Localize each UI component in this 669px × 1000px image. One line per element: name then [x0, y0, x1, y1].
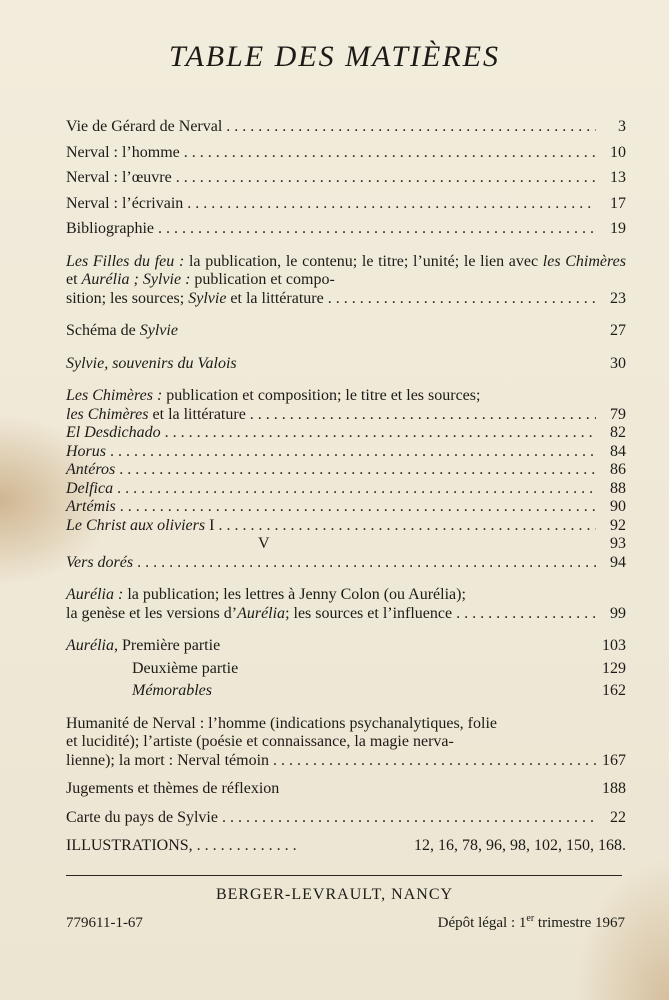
- toc-entry: [66, 220, 626, 239]
- dot-leader: [176, 169, 596, 188]
- entry-text: et la littérature: [148, 405, 246, 423]
- dot-leader: [222, 809, 596, 828]
- entry-italic: les Chimères: [542, 252, 626, 270]
- entry-page: 88: [610, 479, 626, 497]
- entry-text: , Première partie: [114, 637, 221, 654]
- toc-entry-filles-du-feu: [66, 253, 626, 309]
- dot-leader: [197, 837, 297, 856]
- entry-text: ILLUSTRATIONS,: [66, 837, 193, 854]
- entry-text: Carte du pays de Sylvie: [66, 808, 218, 826]
- entry-page: 17: [610, 194, 626, 212]
- entry-page: 167: [602, 751, 626, 769]
- entry-italic: Sylvie: [139, 322, 178, 339]
- entry-page: 84: [610, 442, 626, 460]
- entry-italic: Mémorables: [132, 682, 212, 699]
- entry-text: et la littérature: [226, 289, 324, 307]
- dot-leader: [273, 752, 596, 771]
- dot-leader: [119, 461, 596, 480]
- depot-sup: er: [526, 913, 535, 924]
- entry-text: publication et compo-: [190, 271, 335, 288]
- entry-page: 129: [602, 659, 626, 677]
- divider: [66, 875, 622, 876]
- entry-page: 23: [610, 289, 626, 307]
- entry-italic: Les Filles du feu :: [66, 252, 185, 270]
- toc-entry-sylvie: [66, 355, 626, 374]
- table-of-contents: [66, 118, 626, 856]
- entry-text: Jugements et thèmes de réflexion: [66, 780, 280, 797]
- entry-text: publication et composition; le titre et les sources;: [162, 387, 481, 404]
- toc-entry: [66, 169, 626, 188]
- entry-text: ; les sources et l’influence: [285, 604, 453, 622]
- roman-numeral: V: [258, 535, 270, 552]
- entry-text: la publication; les lettres à Jenny Colon (ou Aurélia);: [123, 586, 466, 603]
- dot-leader: [120, 498, 596, 517]
- entry-page: 99: [610, 604, 626, 622]
- entry-text: Nerval : l’homme: [66, 143, 180, 161]
- entry-page: 79: [610, 405, 626, 423]
- sub-entry-text: El Desdichado: [66, 424, 161, 441]
- entry-page: 19: [610, 220, 626, 237]
- entry-italic: Aurélia: [237, 604, 286, 622]
- entry-pages: 12, 16, 78, 96, 98, 102, 150, 168.: [414, 837, 626, 854]
- roman-numeral: I: [209, 516, 215, 534]
- entry-text: Nerval : l’écrivain: [66, 194, 184, 212]
- entry-text: la genèse et les versions d’: [66, 604, 238, 622]
- entry-text: la publication, le contenu; le titre; l’unité; le lien avec: [184, 252, 543, 270]
- entry-italic: les Chimères: [66, 405, 149, 423]
- sub-entry-text: Antéros: [66, 461, 116, 478]
- entry-italic: Les Chimères :: [66, 387, 163, 404]
- dot-leader: [187, 195, 596, 214]
- toc-entry-carte: [66, 809, 626, 828]
- toc-entry-schema: [66, 322, 626, 341]
- entry-text: Deuxième partie: [132, 659, 239, 677]
- dot-leader: [250, 406, 596, 425]
- toc-entry-humanite: [66, 715, 626, 771]
- dot-leader: [328, 290, 596, 309]
- entry-page: 103: [602, 637, 626, 654]
- entry-text: Vie de Gérard de Nerval: [66, 118, 223, 135]
- entry-page: 30: [610, 354, 626, 372]
- entry-text: Bibliographie: [66, 220, 154, 237]
- entry-italic: Sylvie: [188, 289, 227, 307]
- entry-italic: Aurélia ; Sylvie :: [81, 271, 191, 288]
- dot-leader: [218, 517, 596, 536]
- dot-leader: [110, 443, 596, 462]
- entry-page: 3: [618, 118, 626, 135]
- entry-italic: Sylvie, souvenirs du Valois: [66, 354, 237, 372]
- toc-entry-chimeres: [66, 387, 626, 572]
- entry-page: 94: [610, 553, 626, 571]
- entry-page: 13: [610, 169, 626, 186]
- entry-italic: Aurélia: [66, 637, 114, 654]
- entry-page: 162: [602, 682, 626, 699]
- entry-page: 188: [602, 780, 626, 797]
- depot-text: Dépôt légal : 1: [437, 915, 527, 931]
- entry-page: 92: [610, 516, 626, 534]
- toc-entry: [66, 118, 626, 137]
- dot-leader: [137, 554, 596, 573]
- entry-text: lienne); la mort : Nerval témoin: [66, 751, 270, 769]
- depot-rest: trimestre 1967: [534, 915, 625, 931]
- dot-leader: [456, 605, 596, 624]
- entry-paragraph: [66, 253, 626, 290]
- entry-page: 93: [610, 535, 626, 552]
- entry-text: Schéma de: [66, 322, 140, 339]
- entry-italic: Aurélia :: [66, 586, 124, 603]
- entry-page: 27: [610, 322, 626, 339]
- entry-text: Humanité de Nerval : l’homme (indications psychanalytiques, folie: [66, 714, 497, 732]
- entry-page: 22: [610, 808, 626, 826]
- toc-entry: [66, 144, 626, 163]
- entry-text: Nerval : l’œuvre: [66, 169, 172, 186]
- entry-text: sition; les sources;: [66, 289, 189, 307]
- sub-entry-text: Vers dorés: [66, 553, 134, 571]
- dot-leader: [226, 118, 596, 137]
- entry-page: 90: [610, 498, 626, 515]
- entry-text: et: [66, 271, 82, 288]
- sub-entry-text: Le Christ aux oliviers: [66, 516, 206, 534]
- print-code: 779611-1-67: [66, 915, 143, 931]
- toc-entry-aurelia-parts: [66, 637, 626, 701]
- entry-page: 10: [610, 143, 626, 161]
- sub-entry-text: Artémis: [66, 498, 116, 515]
- dot-leader: [158, 220, 596, 239]
- dot-leader: [165, 424, 596, 443]
- toc-entry: [66, 195, 626, 214]
- page-title: TABLE DES MATIÈRES: [169, 40, 500, 73]
- sub-entry-text: Horus: [66, 442, 107, 460]
- entry-text: et lucidité); l’artiste (poésie et connaissance, la magie nerva-: [66, 733, 454, 750]
- publisher: BERGER-LEVRAULT, NANCY: [215, 886, 454, 903]
- toc-entry-illustrations: [66, 837, 626, 856]
- toc-entry-aurelia: [66, 586, 626, 623]
- toc-entry-jugements: [66, 780, 626, 799]
- dot-leader: [117, 480, 596, 499]
- legal-deposit: [438, 913, 625, 932]
- entry-page: 82: [610, 424, 626, 441]
- entry-page: 86: [610, 461, 626, 478]
- sub-entry-text: Delfica: [66, 479, 114, 497]
- dot-leader: [184, 144, 596, 163]
